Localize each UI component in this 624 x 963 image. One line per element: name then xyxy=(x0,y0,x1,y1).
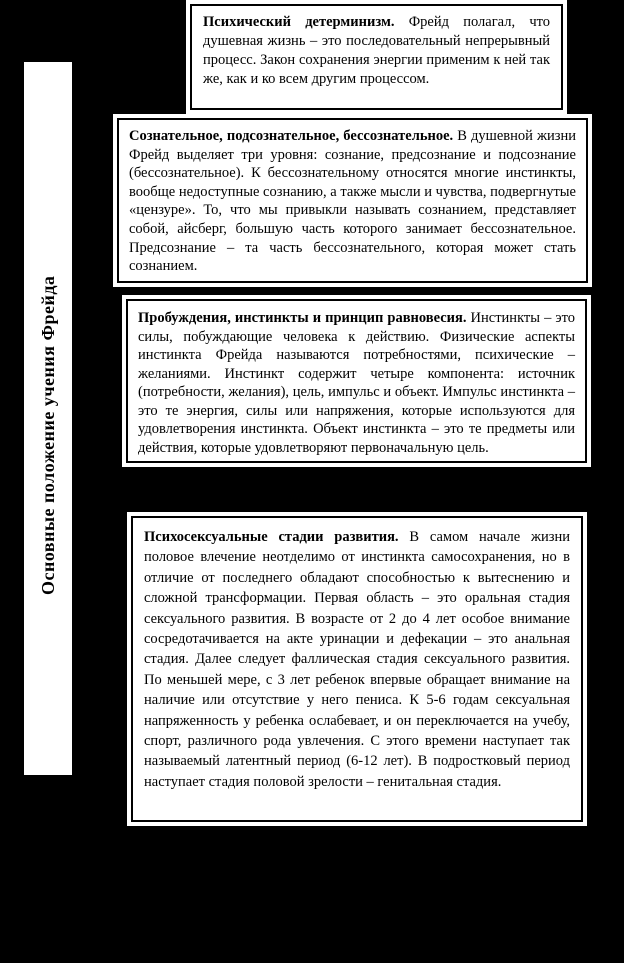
box-body: В самом начале жизни половое влечение неотделимо от инстинкта самосохранения, но в отличие от последнего обладают способностью к вытеснению и сложной трансформации. Первая область – это оральная стадия сексуального развития. В возрасте от 2 до 4 лет особое внимание сосредотачивается на акте уринации и дефекации – это анальная стадия. Далее следует фаллическая стадия сексуального развития. По меньшей мере, с 3 лет ребенок впервые обращает внимание на наличие или отсутствие у него пениса. К 5-6 годам сексуальная напряженность у ребенка ослабевает, и он переключается на учебу, спорт, различного рода увлечения. С этого времени наступает так называемый латентный период (6-12 лет). В подростковый период наступает стадия половой зрелости – генитальная стадия. xyxy=(144,529,570,790)
box-title: Психосексуальные стадии развития. xyxy=(144,529,399,545)
text-box-conscious-subconscious-unconscious xyxy=(117,118,588,283)
sidebar-label: Основные положение учения Фрейда xyxy=(37,275,58,595)
box-body: В душевной жизни Фрейд выделяет три уровня: сознание, предсознание и подсознание (бессознательное). К бессознательному относятся многие инстинкты, вообще недоступные сознанию, а также мысли и чувства, подвергнутые «цензуре». То, что мы привыкли называть сознанием, представляет собой, айсберг, большую часть которого занимает бессознательное. Предсознание – та часть бессознательного, которая может стать сознанием. xyxy=(129,128,576,275)
box-title: Пробуждения, инстинкты и принцип равновесия. xyxy=(138,310,467,326)
box-title: Сознательное, подсознательное, бессознательное. xyxy=(129,128,454,144)
sidebar-category-bar xyxy=(24,62,72,775)
box-title: Психический детерминизм. xyxy=(203,14,395,30)
text-box-psychosexual-stages xyxy=(131,516,583,822)
box-body: Инстинкты – это силы, побуждающие человека к действию. Физические аспекты инстинкта Фрейда называются потребностями, психические – желаниями. Инстинкт содержит четыре компонента: источник (потребности, желания), цель, импульс и объект. Импульс инстинкта – это те энергия, силы или напряжения, которые используются для удовлетворения инстинкта. Объект инстинкта – это те предметы или действия, которые удовлетворяют первоначальную цель. xyxy=(138,310,575,456)
text-box-instincts-equilibrium-principle xyxy=(126,299,587,463)
box-body: Фрейд полагал, что душевная жизнь – это последовательный непрерывный процесс. Закон сохранения энергии применим к ней так же, как и ко всем другим процессом. xyxy=(203,14,551,87)
text-box-psychic-determinism xyxy=(190,4,563,110)
